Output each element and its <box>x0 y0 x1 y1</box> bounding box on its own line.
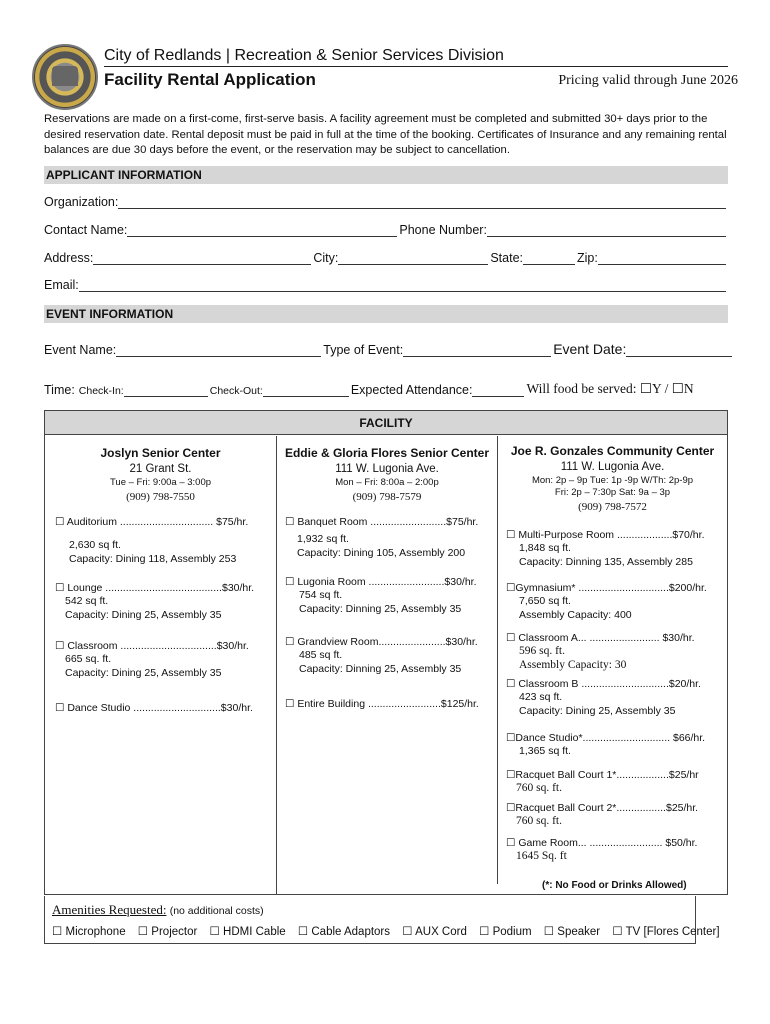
room-classroom-b[interactable] <box>506 678 701 718</box>
attendance-label: Expected Attendance: <box>350 383 473 397</box>
checkout-label: Check-Out: <box>209 385 263 397</box>
zip-label: Zip: <box>577 251 598 265</box>
event-type-field[interactable] <box>403 345 551 357</box>
room-size: 1,365 sq ft. <box>519 745 571 757</box>
room-dance-studio-gonzales[interactable] <box>506 732 705 758</box>
room-capacity: Assembly Capacity: 30 <box>519 659 627 671</box>
flores-column <box>277 436 498 884</box>
event-date-label: Event Date: <box>553 341 627 357</box>
checkin-label: Check-In: <box>78 385 124 397</box>
room-size: 760 sq. ft. <box>516 815 562 827</box>
footnote: (*: No Food or Drinks Allowed) <box>542 880 687 891</box>
facility-table <box>44 410 728 895</box>
room-capacity: Capacity: Dining 25, Assembly 35 <box>65 609 222 621</box>
center-phone: (909) 798-7550 <box>126 491 195 503</box>
amenities-note: (no additional costs) <box>169 905 264 917</box>
city-field[interactable] <box>338 253 488 265</box>
event-type-label: Type of Event: <box>323 343 404 357</box>
amenity-microphone[interactable]: ☐ Microphone <box>52 926 126 938</box>
city-seal-icon <box>32 44 98 110</box>
center-hours: Mon – Fri: 8:00a – 2:00p <box>335 477 439 488</box>
room-lugonia[interactable] <box>285 576 477 616</box>
room-size: 542 sq ft. <box>65 595 109 607</box>
room-label[interactable]: ☐ Entire Building .........................$125/hr. <box>285 698 479 710</box>
room-capacity: Capacity: Dining 25, Assembly 35 <box>65 667 222 679</box>
facility-heading: FACILITY <box>45 411 727 435</box>
center-hours: Fri: 2p – 7:30p Sat: 9a – 3p <box>554 487 671 498</box>
room-grandview[interactable] <box>285 636 478 676</box>
room-label[interactable]: ☐ Grandview Room.......................$30/hr. <box>285 636 478 648</box>
room-label[interactable]: ☐Gymnasium* ...............................$200/hr. <box>506 582 707 594</box>
room-size: 754 sq ft. <box>299 589 343 601</box>
room-label[interactable]: ☐Racquet Ball Court 1*..................$25/hr <box>506 769 699 781</box>
gonzales-column <box>498 436 727 894</box>
room-auditorium[interactable] <box>55 516 248 566</box>
phone-label: Phone Number: <box>399 223 487 237</box>
room-size: 1,932 sq ft. <box>297 533 349 545</box>
center-address: 111 W. Lugonia Ave. <box>335 463 439 475</box>
room-size: 1,848 sq ft. <box>519 542 571 554</box>
contact-row <box>44 223 728 237</box>
room-size: 423 sq ft. <box>519 691 563 703</box>
room-entire-building[interactable] <box>285 698 479 710</box>
room-size: 2,630 sq ft. <box>69 539 121 551</box>
amenity-tv[interactable]: ☐ TV [Flores Center] <box>612 926 720 938</box>
room-capacity: Assembly Capacity: 400 <box>519 609 632 621</box>
event-name-row <box>44 341 734 357</box>
amenity-hdmi-cable[interactable]: ☐ HDMI Cable <box>209 926 286 938</box>
room-gymnasium[interactable] <box>506 582 707 622</box>
header-rule <box>104 66 728 67</box>
room-racquet-1[interactable] <box>506 769 699 795</box>
room-label[interactable]: ☐ Classroom A... ........................ $30/hr. <box>506 632 695 644</box>
city-label: City: <box>313 251 339 265</box>
room-label[interactable]: ☐ Banquet Room ..........................$75/hr. <box>285 516 479 528</box>
room-size: 760 sq. ft. <box>516 782 562 794</box>
room-dance-studio[interactable] <box>55 702 253 714</box>
zip-field[interactable] <box>598 253 726 265</box>
room-label[interactable]: ☐ Dance Studio ..............................$30/hr. <box>55 702 253 714</box>
room-capacity: Capacity: Dining 105, Assembly 200 <box>297 547 466 559</box>
event-section-header: EVENT INFORMATION <box>44 305 728 323</box>
room-label[interactable]: ☐ Auditorium ................................ $75/hr. <box>55 516 249 528</box>
amenity-projector[interactable]: ☐ Projector <box>137 926 198 938</box>
organization-field[interactable] <box>118 197 726 209</box>
address-field[interactable] <box>93 253 311 265</box>
room-capacity: Capacity: Dinning 25, Assembly 35 <box>299 663 462 675</box>
room-racquet-2[interactable] <box>506 802 698 828</box>
email-label: Email: <box>44 278 79 292</box>
center-address: 21 Grant St. <box>129 463 192 475</box>
amenity-speaker[interactable]: ☐ Speaker <box>543 926 601 938</box>
room-classroom-a[interactable] <box>506 632 695 672</box>
center-name: Joslyn Senior Center <box>100 446 221 460</box>
center-phone: (909) 798-7579 <box>352 491 422 503</box>
food-question[interactable]: Will food be served: ☐Y / ☐N <box>526 381 694 396</box>
address-row <box>44 251 728 265</box>
checkout-field[interactable] <box>263 385 349 397</box>
event-name-field[interactable] <box>116 345 321 357</box>
center-hours: Tue – Fri: 9:00a – 3:00p <box>109 477 212 488</box>
room-capacity: Capacity: Dining 118, Assembly 253 <box>69 553 237 565</box>
room-label[interactable]: ☐ Lounge ........................................$30/hr. <box>55 582 255 594</box>
contact-label: Contact Name: <box>44 223 128 237</box>
room-size: 1645 Sq. ft <box>516 850 567 862</box>
center-address: 111 W. Lugonia Ave. <box>560 461 665 473</box>
amenities-title <box>52 902 264 918</box>
address-label: Address: <box>44 251 94 265</box>
center-hours: Mon: 2p – 9p Tue: 1p -9p W/Th: 2p-9p <box>531 475 694 486</box>
contact-field[interactable] <box>127 225 397 237</box>
phone-field[interactable] <box>487 225 726 237</box>
organization-row <box>44 195 728 209</box>
event-name-label: Event Name: <box>44 343 117 357</box>
room-lounge[interactable] <box>55 582 254 622</box>
room-capacity: Capacity: Dinning 25, Assembly 35 <box>299 603 462 615</box>
checkin-field[interactable] <box>124 385 208 397</box>
time-label: Time: <box>44 383 75 397</box>
room-size: 665 sq. ft. <box>65 653 112 665</box>
amenity-aux-cord[interactable]: ☐ AUX Cord <box>402 926 467 938</box>
email-field[interactable] <box>79 280 726 292</box>
room-label[interactable]: ☐Dance Studio*.............................. $66/hr. <box>506 732 706 744</box>
center-name: Eddie & Gloria Flores Senior Center <box>284 446 490 460</box>
state-label: State: <box>490 251 524 265</box>
room-label[interactable]: ☐ Classroom .................................$30/hr. <box>55 640 249 652</box>
email-row <box>44 278 728 292</box>
room-size: 7,650 sq ft. <box>519 595 571 607</box>
room-banquet[interactable] <box>285 516 478 560</box>
room-game-room[interactable] <box>506 837 697 863</box>
center-name: Joe R. Gonzales Community Center <box>510 444 715 458</box>
joslyn-column <box>45 436 277 894</box>
room-label[interactable]: ☐ Game Room... ......................... $50/hr. <box>506 837 698 849</box>
event-date-field[interactable] <box>626 345 732 357</box>
time-row <box>44 381 734 397</box>
room-size: 596 sq. ft. <box>519 645 565 657</box>
organization-label: Organization: <box>44 195 119 209</box>
room-multi-purpose[interactable] <box>506 529 705 569</box>
room-label[interactable]: ☐ Classroom B ..............................$20/hr. <box>506 678 701 690</box>
amenities-list <box>52 924 729 938</box>
amenities-title-text: Amenities Requested: <box>52 902 167 917</box>
page-title: Facility Rental Application <box>104 70 316 89</box>
attendance-field[interactable] <box>472 385 524 397</box>
applicant-section-header: APPLICANT INFORMATION <box>44 166 728 184</box>
pricing-note: Pricing valid through June 2026 <box>558 73 738 88</box>
room-size: 485 sq ft. <box>299 649 343 661</box>
division-name: City of Redlands | Recreation & Senior Services Division <box>104 47 504 64</box>
room-label[interactable]: ☐ Multi-Purpose Room ...................$70/hr. <box>506 529 705 541</box>
room-label[interactable]: ☐Racquet Ball Court 2*.................$25/hr. <box>506 802 699 814</box>
state-field[interactable] <box>523 253 575 265</box>
center-phone: (909) 798-7572 <box>578 501 647 513</box>
room-classroom[interactable] <box>55 640 249 680</box>
room-label[interactable]: ☐ Lugonia Room ..........................$30/hr. <box>285 576 477 588</box>
room-capacity: Capacity: Dining 25, Assembly 35 <box>519 705 676 717</box>
amenity-podium[interactable]: ☐ Podium <box>479 926 532 938</box>
amenity-cable-adaptors[interactable]: ☐ Cable Adaptors <box>297 926 391 938</box>
intro-text: Reservations are made on a first-come, first-serve basis. A facility agreement must be completed and submitted 30+ days prior to the desired reservation date. Rental deposit must be paid in full at the time of the booking. Certificates of Insurance and any remaining rental balances are due 30 days before the event, or the reservation may be subject to cancellation. <box>44 113 727 156</box>
room-capacity: Capacity: Dinning 135, Assembly 285 <box>519 556 693 568</box>
